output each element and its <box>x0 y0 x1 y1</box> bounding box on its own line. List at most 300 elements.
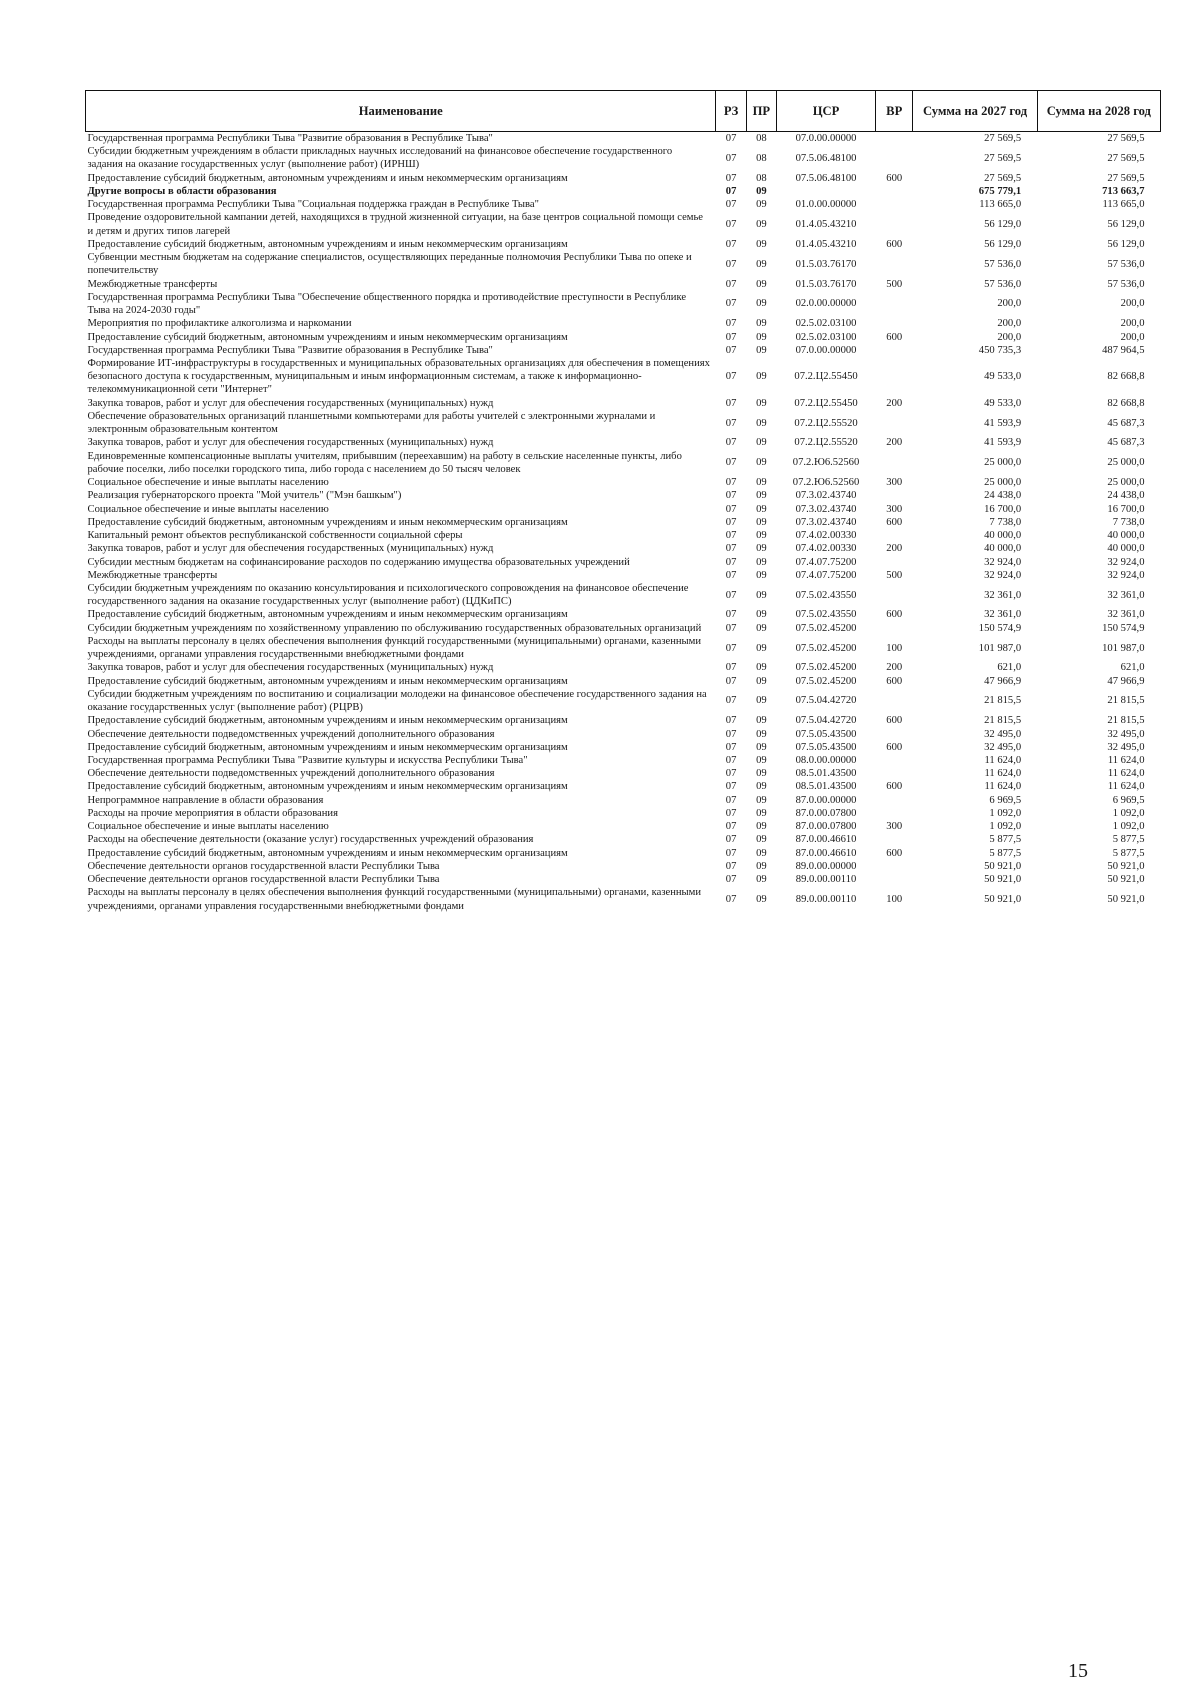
row-pr: 09 <box>756 417 767 429</box>
row-pr: 09 <box>756 185 767 197</box>
row-sum-2027: 11 624,0 <box>984 755 1022 767</box>
table-row <box>86 833 1161 846</box>
row-name: Обеспечение деятельности органов государственной власти Республики Тыва <box>87 874 440 886</box>
row-name: Субсидии бюджетным учреждениям в области прикладных научных исследований на финансовое обеспечение государственного задания на оказание государственных услуг (выполнение работ) (ИРНШ) <box>87 146 673 171</box>
table-row <box>86 820 1161 833</box>
row-rz: 07 <box>725 807 737 819</box>
row-vr <box>876 767 913 780</box>
row-csr: 07.5.02.45200 <box>795 642 857 654</box>
row-name: Предоставление субсидий бюджетным, автономным учреждениям и иным некоммерческим организациям <box>87 715 568 727</box>
row-vr: 300 <box>886 477 903 489</box>
row-sum-2027: 101 987,0 <box>978 642 1022 654</box>
row-rz: 07 <box>725 503 737 515</box>
row-rz: 07 <box>725 695 737 707</box>
row-sum-2027: 450 735,3 <box>978 344 1022 356</box>
row-vr <box>876 556 913 569</box>
row-sum-2028: 32 361,0 <box>1107 589 1145 601</box>
row-name: Социальное обеспечение и иные выплаты населению <box>87 821 329 833</box>
row-name: Предоставление субсидий бюджетным, автономным учреждениям и иным некоммерческим организациям <box>87 238 568 250</box>
row-name: Проведение оздоровительной кампании детей, находящихся в трудной жизненной ситуации, на базе центров социальной помощи семье и детям и других типов лагерей <box>87 212 704 237</box>
row-csr: 87.0.00.46610 <box>795 834 857 846</box>
row-pr: 09 <box>756 219 767 231</box>
row-pr: 09 <box>756 781 767 793</box>
table-row <box>86 436 1161 449</box>
row-csr: 07.5.02.45200 <box>795 675 857 687</box>
header-name: Наименование <box>86 91 716 132</box>
row-vr: 600 <box>886 331 903 343</box>
row-rz: 07 <box>725 715 737 727</box>
row-pr: 09 <box>756 662 767 674</box>
row-sum-2028: 27 569,5 <box>1107 152 1145 164</box>
row-sum-2027: 11 624,0 <box>984 781 1022 793</box>
row-rz: 07 <box>725 781 737 793</box>
row-sum-2028: 21 815,5 <box>1107 695 1145 707</box>
row-name: Реализация губернаторского проекта "Мой учитель" ("Мэн башкым") <box>87 490 402 502</box>
row-pr: 09 <box>756 457 767 469</box>
table-row <box>86 569 1161 582</box>
row-vr: 600 <box>886 847 903 859</box>
row-rz: 07 <box>725 437 737 449</box>
row-vr <box>876 807 913 820</box>
table-row <box>86 767 1161 780</box>
row-vr: 100 <box>886 642 903 654</box>
row-sum-2028: 713 663,7 <box>1102 185 1145 197</box>
row-sum-2028: 6 969,5 <box>1112 794 1145 806</box>
table-row <box>86 608 1161 621</box>
row-rz: 07 <box>725 609 737 621</box>
row-sum-2028: 150 574,9 <box>1102 622 1145 634</box>
row-name: Субсидии бюджетным учреждениям по воспитанию и социализации молодежи на финансовое обеспечение государственного задания на оказание государственных услуг (выполнение работ) (РЦРВ) <box>87 688 707 714</box>
row-csr: 07.5.05.43500 <box>795 728 857 740</box>
row-sum-2027: 50 921,0 <box>984 860 1022 872</box>
row-csr: 07.2.Ц2.55520 <box>794 437 858 449</box>
table-row <box>86 741 1161 754</box>
row-pr: 09 <box>756 675 767 687</box>
row-sum-2027: 27 569,5 <box>984 152 1022 164</box>
row-name: Предоставление субсидий бюджетным, автономным учреждениям и иным некоммерческим организациям <box>87 847 568 859</box>
row-csr: 89.0.00.00000 <box>795 860 857 872</box>
row-sum-2028: 16 700,0 <box>1107 503 1145 515</box>
row-vr <box>876 132 913 146</box>
row-vr <box>876 529 913 542</box>
row-pr: 09 <box>756 258 767 270</box>
row-rz: 07 <box>725 477 737 489</box>
header-csr: ЦСР <box>777 91 876 132</box>
row-rz: 07 <box>725 556 737 568</box>
row-vr: 200 <box>886 437 903 449</box>
row-sum-2028: 21 815,5 <box>1107 715 1145 727</box>
row-sum-2027: 113 665,0 <box>979 199 1022 211</box>
row-sum-2027: 41 593,9 <box>984 437 1022 449</box>
row-vr: 600 <box>886 172 903 184</box>
table-row <box>86 794 1161 807</box>
row-sum-2027: 47 966,9 <box>984 675 1022 687</box>
row-sum-2027: 40 000,0 <box>984 530 1022 542</box>
row-pr: 08 <box>756 152 767 164</box>
row-sum-2027: 50 921,0 <box>984 874 1022 886</box>
header-rz: РЗ <box>716 91 746 132</box>
row-name: Расходы на выплаты персоналу в целях обеспечения выполнения функций государственными (муниципальными) органами, казенными учреждениями, органами управления государственными внебюджетными фондами <box>87 887 702 912</box>
row-csr: 07.3.02.43740 <box>795 503 857 515</box>
row-pr: 09 <box>756 755 767 767</box>
row-name: Формирование ИТ-инфраструктуры в государственных и муниципальных образовательных организациях для обеспечения в помещениях безопасного доступа к государственным, муниципальным и иным информационным системам, а также к информационно-телекоммуникационной сети "Интернет" <box>87 357 710 396</box>
row-rz: 07 <box>725 516 737 528</box>
row-rz: 07 <box>725 642 737 654</box>
row-csr: 07.0.00.00000 <box>795 133 857 144</box>
table-row <box>86 211 1161 237</box>
row-sum-2028: 24 438,0 <box>1107 490 1145 502</box>
row-csr: 07.2.Ц2.55450 <box>794 397 858 409</box>
table-row <box>86 860 1161 873</box>
row-vr <box>876 728 913 741</box>
table-row <box>86 714 1161 727</box>
row-csr: 01.0.00.00000 <box>795 199 857 211</box>
row-rz: 07 <box>725 741 737 753</box>
row-rz: 07 <box>725 344 737 356</box>
row-rz: 07 <box>725 199 737 211</box>
row-pr: 08 <box>756 172 767 184</box>
row-pr: 09 <box>756 437 767 449</box>
row-sum-2027: 25 000,0 <box>984 477 1022 489</box>
row-pr: 08 <box>756 133 767 144</box>
row-name: Закупка товаров, работ и услуг для обеспечения государственных (муниципальных) нужд <box>87 437 494 449</box>
row-csr: 07.2.Ц2.55450 <box>794 371 858 383</box>
row-name: Межбюджетные трансферты <box>87 569 218 581</box>
row-name: Предоставление субсидий бюджетным, автономным учреждениям и иным некоммерческим организациям <box>87 516 568 528</box>
table-row <box>86 357 1161 397</box>
row-csr: 07.0.00.00000 <box>795 344 857 356</box>
table-row <box>86 489 1161 502</box>
row-vr: 300 <box>886 821 903 833</box>
row-sum-2028: 82 668,8 <box>1107 397 1145 409</box>
row-rz: 07 <box>725 318 737 330</box>
header-sum-2027: Сумма на 2027 год <box>913 91 1037 132</box>
row-vr: 300 <box>886 503 903 515</box>
row-rz: 07 <box>725 172 737 184</box>
row-sum-2027: 40 000,0 <box>984 543 1022 555</box>
row-sum-2027: 50 921,0 <box>984 893 1022 905</box>
table-row <box>86 291 1161 317</box>
row-name: Межбюджетные трансферты <box>87 278 218 290</box>
row-sum-2027: 56 129,0 <box>984 219 1022 231</box>
row-name: Субсидии бюджетным учреждениям по хозяйственному управлению по обслуживанию государственных образовательных организаций <box>87 622 702 634</box>
row-pr: 09 <box>756 477 767 489</box>
row-name: Обеспечение образовательных организаций планшетными компьютерами для работы учителей с электронными журналами и электронным образовательным контентом <box>87 410 656 436</box>
row-vr: 200 <box>886 397 903 409</box>
table-row <box>86 410 1161 436</box>
table-header <box>86 91 1161 132</box>
row-sum-2027: 57 536,0 <box>984 258 1022 270</box>
row-pr: 09 <box>756 543 767 555</box>
row-sum-2027: 25 000,0 <box>984 457 1022 469</box>
row-name: Закупка товаров, работ и услуг для обеспечения государственных (муниципальных) нужд <box>87 543 494 555</box>
row-pr: 09 <box>756 503 767 515</box>
row-name: Обеспечение деятельности подведомственных учреждений дополнительного образования <box>87 768 495 780</box>
row-vr <box>876 185 913 198</box>
row-pr: 09 <box>756 516 767 528</box>
table-row <box>86 397 1161 410</box>
row-csr: 07.5.02.45200 <box>795 662 857 674</box>
row-sum-2027: 6 969,5 <box>989 794 1022 806</box>
row-rz: 07 <box>725 133 737 144</box>
row-name: Предоставление субсидий бюджетным, автономным учреждениям и иным некоммерческим организациям <box>87 781 568 793</box>
table-row <box>86 873 1161 886</box>
row-sum-2028: 40 000,0 <box>1107 530 1145 542</box>
row-name: Социальное обеспечение и иные выплаты населению <box>87 503 329 515</box>
row-csr: 07.2.Ц2.55520 <box>794 417 858 429</box>
row-sum-2028: 32 495,0 <box>1107 728 1145 740</box>
row-rz: 07 <box>725 397 737 409</box>
row-name: Расходы на выплаты персоналу в целях обеспечения выполнения функций государственными (муниципальными) органами, казенными учреждениями, органами управления государственными внебюджетными фондами <box>87 635 702 661</box>
row-sum-2028: 47 966,9 <box>1107 675 1145 687</box>
row-sum-2028: 32 361,0 <box>1107 609 1145 621</box>
row-rz: 07 <box>725 258 737 270</box>
row-name: Предоставление субсидий бюджетным, автономным учреждениям и иным некоммерческим организациям <box>87 172 568 184</box>
row-csr: 07.5.02.43550 <box>795 609 857 621</box>
row-sum-2028: 27 569,5 <box>1107 172 1145 184</box>
row-pr: 09 <box>756 490 767 502</box>
row-sum-2028: 57 536,0 <box>1107 258 1145 270</box>
table-row <box>86 728 1161 741</box>
row-rz: 07 <box>725 298 737 310</box>
row-pr: 09 <box>756 695 767 707</box>
row-csr: 89.0.00.00110 <box>795 893 857 905</box>
table-row <box>86 516 1161 529</box>
row-sum-2027: 5 877,5 <box>989 847 1022 859</box>
row-sum-2027: 24 438,0 <box>984 490 1022 502</box>
row-sum-2028: 5 877,5 <box>1112 847 1145 859</box>
row-vr <box>876 754 913 767</box>
table-row <box>86 145 1161 171</box>
row-vr <box>876 198 913 211</box>
row-sum-2028: 1 092,0 <box>1112 821 1145 833</box>
row-csr: 07.4.07.75200 <box>795 569 857 581</box>
row-pr: 09 <box>756 622 767 634</box>
row-name: Предоставление субсидий бюджетным, автономным учреждениям и иным некоммерческим организациям <box>87 609 568 621</box>
row-sum-2027: 1 092,0 <box>989 807 1022 819</box>
row-csr: 02.0.00.00000 <box>795 298 857 310</box>
row-name: Единовременные компенсационные выплаты учителям, прибывшим (переехавшим) на работу в сельские населенные пункты, либо рабочие поселки, либо поселки городского типа, либо города с населением до 50 тысяч человек <box>87 450 682 475</box>
row-rz: 07 <box>725 219 737 231</box>
table-row <box>86 754 1161 767</box>
row-rz: 07 <box>725 490 737 502</box>
row-sum-2028: 621,0 <box>1120 662 1145 674</box>
table-row <box>86 476 1161 489</box>
table-row <box>86 807 1161 820</box>
row-pr: 09 <box>756 715 767 727</box>
row-sum-2028: 11 624,0 <box>1107 755 1145 767</box>
row-rz: 07 <box>725 860 737 872</box>
row-sum-2027: 621,0 <box>997 662 1022 674</box>
row-name: Субвенции местным бюджетам на содержание специалистов, осуществляющих переданные полномочия Республики Тыва по опеке и попечительству <box>87 252 692 277</box>
row-csr: 01.5.03.76170 <box>795 278 857 290</box>
row-sum-2027: 16 700,0 <box>984 503 1022 515</box>
row-vr <box>876 211 913 237</box>
row-pr: 09 <box>756 874 767 886</box>
header-pr: ПР <box>746 91 776 132</box>
row-pr: 09 <box>756 331 767 343</box>
table-row <box>86 317 1161 330</box>
row-csr: 07.5.04.42720 <box>795 695 857 707</box>
row-rz: 07 <box>725 530 737 542</box>
row-rz: 07 <box>725 728 737 740</box>
row-sum-2027: 21 815,5 <box>984 695 1022 707</box>
row-vr <box>876 357 913 397</box>
row-rz: 07 <box>725 569 737 581</box>
row-rz: 07 <box>725 331 737 343</box>
row-vr: 200 <box>886 543 903 555</box>
row-pr: 09 <box>756 589 767 601</box>
table-row <box>86 198 1161 211</box>
row-pr: 09 <box>756 371 767 383</box>
row-sum-2027: 32 361,0 <box>984 609 1022 621</box>
row-sum-2027: 56 129,0 <box>984 238 1022 250</box>
row-pr: 09 <box>756 860 767 872</box>
table-row <box>86 529 1161 542</box>
row-name: Мероприятия по профилактике алкоголизма и наркомании <box>87 318 352 330</box>
row-sum-2027: 150 574,9 <box>978 622 1022 634</box>
row-vr: 500 <box>886 569 903 581</box>
row-pr: 09 <box>756 847 767 859</box>
row-rz: 07 <box>725 622 737 634</box>
table-row <box>86 542 1161 555</box>
row-name: Обеспечение деятельности органов государственной власти Республики Тыва <box>87 860 440 872</box>
row-csr: 07.2.Ю6.52560 <box>792 477 860 489</box>
row-sum-2027: 675 779,1 <box>978 185 1022 197</box>
row-sum-2028: 82 668,8 <box>1107 371 1145 383</box>
row-rz: 07 <box>725 893 737 905</box>
row-csr: 07.5.06.48100 <box>795 172 857 184</box>
row-sum-2027: 27 569,5 <box>984 133 1022 144</box>
table-row <box>86 688 1161 714</box>
table-row <box>86 556 1161 569</box>
row-name: Государственная программа Республики Тыва "Обеспечение общественного порядка и противодействие преступности в Республике Тыва на 2024-2030 годы" <box>87 291 687 317</box>
row-sum-2027: 57 536,0 <box>984 278 1022 290</box>
row-name: Предоставление субсидий бюджетным, автономным учреждениям и иным некоммерческим организациям <box>87 675 568 687</box>
row-name: Капитальный ремонт объектов республиканской собственности социальной сферы <box>87 530 463 542</box>
table-row <box>86 132 1161 146</box>
table-row <box>86 622 1161 635</box>
row-csr: 07.5.05.43500 <box>795 741 857 753</box>
row-csr: 07.4.07.75200 <box>795 556 857 568</box>
row-sum-2027: 5 877,5 <box>989 834 1022 846</box>
row-vr: 600 <box>886 741 903 753</box>
row-csr: 02.5.02.03100 <box>795 331 857 343</box>
row-sum-2027: 32 924,0 <box>984 556 1022 568</box>
row-vr <box>876 450 913 476</box>
row-name: Предоставление субсидий бюджетным, автономным учреждениям и иным некоммерческим организациям <box>87 741 568 753</box>
row-sum-2028: 200,0 <box>1120 298 1145 310</box>
row-rz: 07 <box>725 457 737 469</box>
row-vr: 100 <box>886 893 903 905</box>
row-pr: 09 <box>756 807 767 819</box>
row-sum-2028: 5 877,5 <box>1112 834 1145 846</box>
row-sum-2028: 56 129,0 <box>1107 219 1145 231</box>
row-rz: 07 <box>725 768 737 780</box>
row-sum-2027: 200,0 <box>997 298 1022 310</box>
row-rz: 07 <box>725 371 737 383</box>
table-row <box>86 847 1161 860</box>
row-vr <box>876 344 913 357</box>
row-sum-2027: 32 495,0 <box>984 741 1022 753</box>
row-vr <box>876 251 913 277</box>
row-name: Непрограммное направление в области образования <box>87 794 324 806</box>
row-csr: 07.5.04.42720 <box>795 715 857 727</box>
row-csr: 08.5.01.43500 <box>795 781 857 793</box>
row-rz: 07 <box>725 152 737 164</box>
table-row <box>86 238 1161 251</box>
row-name: Государственная программа Республики Тыва "Развитие образования в Республике Тыва" <box>87 133 493 144</box>
row-sum-2027: 200,0 <box>997 318 1022 330</box>
table-row <box>86 886 1161 912</box>
table-row <box>86 331 1161 344</box>
row-sum-2028: 25 000,0 <box>1107 457 1145 469</box>
row-sum-2027: 21 815,5 <box>984 715 1022 727</box>
row-name: Расходы на обеспечение деятельности (оказание услуг) государственных учреждений образования <box>87 834 534 846</box>
row-sum-2028: 25 000,0 <box>1107 477 1145 489</box>
table-row <box>86 503 1161 516</box>
row-sum-2028: 200,0 <box>1120 318 1145 330</box>
row-pr: 09 <box>756 893 767 905</box>
table-row <box>86 172 1161 185</box>
row-csr: 07.3.02.43740 <box>795 516 857 528</box>
row-csr: 07.4.02.00330 <box>795 530 857 542</box>
row-rz: 07 <box>725 834 737 846</box>
row-vr <box>876 489 913 502</box>
table-row <box>86 582 1161 608</box>
row-vr <box>876 145 913 171</box>
row-vr: 600 <box>886 715 903 727</box>
row-vr: 200 <box>886 662 903 674</box>
row-pr: 09 <box>756 728 767 740</box>
row-vr <box>876 794 913 807</box>
row-csr: 07.5.02.45200 <box>795 622 857 634</box>
row-sum-2028: 487 964,5 <box>1102 344 1145 356</box>
row-rz: 07 <box>725 185 737 197</box>
row-csr <box>777 185 876 198</box>
row-pr: 09 <box>756 768 767 780</box>
row-vr: 600 <box>886 781 903 793</box>
row-vr <box>876 582 913 608</box>
row-sum-2028: 32 495,0 <box>1107 741 1145 753</box>
row-sum-2028: 1 092,0 <box>1112 807 1145 819</box>
row-csr: 89.0.00.00110 <box>795 874 857 886</box>
header-sum-2028: Сумма на 2028 год <box>1037 91 1160 132</box>
row-sum-2027: 41 593,9 <box>984 417 1022 429</box>
row-sum-2027: 1 092,0 <box>989 821 1022 833</box>
row-sum-2028: 40 000,0 <box>1107 543 1145 555</box>
row-csr: 07.4.02.00330 <box>795 543 857 555</box>
row-pr: 09 <box>756 199 767 211</box>
row-pr: 09 <box>756 741 767 753</box>
table-row <box>86 675 1161 688</box>
row-sum-2028: 11 624,0 <box>1107 768 1145 780</box>
row-sum-2028: 113 665,0 <box>1102 199 1145 211</box>
row-name: Государственная программа Республики Тыва "Развитие культуры и искусства Республики Тыва" <box>87 755 528 767</box>
row-sum-2028: 45 687,3 <box>1107 417 1145 429</box>
row-rz: 07 <box>725 755 737 767</box>
row-csr: 07.3.02.43740 <box>795 490 857 502</box>
header-vr: ВР <box>876 91 913 132</box>
row-sum-2027: 27 569,5 <box>984 172 1022 184</box>
row-vr <box>876 622 913 635</box>
row-vr <box>876 873 913 886</box>
row-pr: 09 <box>756 609 767 621</box>
row-rz: 07 <box>725 417 737 429</box>
table-row <box>86 344 1161 357</box>
table-row <box>86 278 1161 291</box>
row-sum-2027: 7 738,0 <box>989 516 1022 528</box>
